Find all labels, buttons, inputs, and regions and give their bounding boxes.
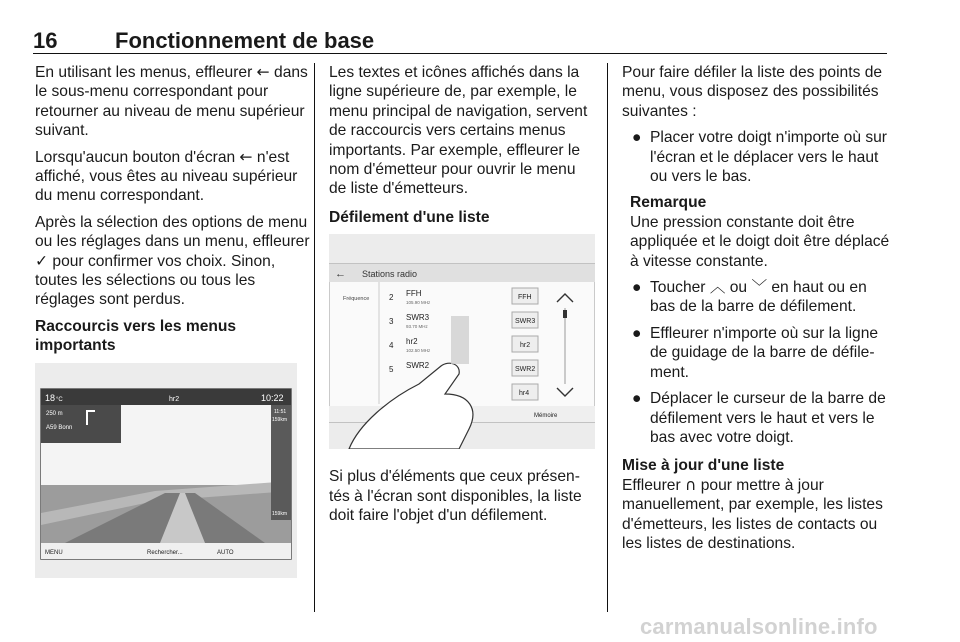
column-2 (329, 63, 595, 532)
section-heading: Défilement d'une liste (329, 208, 490, 226)
header-rule (33, 53, 887, 54)
nav-temp-unit: °C (56, 396, 63, 403)
svg-text:2: 2 (389, 293, 394, 303)
nav-search-field: Rechercher... (147, 549, 183, 556)
nav-station: hr2 (169, 395, 180, 403)
nav-turn-distance: 250 m (46, 410, 63, 417)
svg-text:4: 4 (389, 341, 394, 351)
paragraph: Pour faire défiler la liste des points de menu, vous disposez des possibilités suivantes : (622, 64, 883, 120)
svg-text:SWR3: SWR3 (406, 313, 430, 323)
paragraph: Effleurer ∩ pour mettre à jour manuellement, par exemple, les listes d'émetteurs, les listes de contacts ou les listes de destinations. (622, 475, 883, 552)
svg-text:FFH: FFH (406, 289, 422, 299)
nav-auto-button: AUTO (217, 549, 234, 556)
note-title: Remarque (630, 194, 707, 212)
navigation-screen-photo (35, 363, 297, 578)
svg-text:102.50 MHz: 102.50 MHz (406, 348, 431, 354)
list-item: ● Toucher ︿ ou ﹀ en haut ou en bas de la barre de défilement. (632, 278, 867, 316)
nav-clock: 10:22 (261, 392, 284, 403)
column-3 (622, 63, 890, 560)
radio-stations-screen-photo (329, 234, 595, 449)
watermark: carmanualsonline.info (640, 614, 878, 639)
note-text: Une pression constante doit être appliquée et le doigt doit être déplacé à vitesse constante. (630, 213, 890, 270)
nav-turn-road: A59 Bonn (46, 424, 73, 431)
nav-remaining-distance-2: 159km (272, 510, 288, 517)
svg-text:5: 5 (389, 365, 394, 375)
column-divider-2 (607, 63, 608, 612)
svg-text:hr2: hr2 (520, 342, 531, 350)
radio-screen-svg (329, 234, 595, 449)
svg-text:hr2: hr2 (406, 337, 418, 347)
scroll-thumb (563, 310, 567, 318)
nav-remaining-distance: 159km (272, 416, 288, 423)
svg-text:SWR3: SWR3 (515, 318, 536, 326)
list-item: ● Déplacer le curseur de la barre de défilement vers le haut et vers le bas avec votre doigt. (632, 390, 886, 446)
list-item: ● Effleurer n'importe où sur la ligne de guidage de la barre de défile-ment. (632, 324, 879, 381)
back-arrow-icon: ← (239, 147, 253, 166)
page-title: Fonctionnement de base (115, 28, 375, 53)
memory-tab: Mémoire (534, 413, 558, 420)
bullet-list (622, 128, 890, 186)
svg-text:3: 3 (389, 317, 394, 327)
nav-arrival-time: 11:51 (274, 408, 287, 415)
page-number: 16 (33, 28, 58, 53)
navigation-screen-svg (35, 363, 297, 578)
svg-text:SWR2: SWR2 (515, 366, 536, 374)
nav-menu-button: MENU (45, 549, 63, 556)
radio-back-icon: ← (335, 268, 346, 281)
paragraph: En utilisant les menus, effleurer ← dans le sous-menu correspondant pour retourner au niveau de menu supérieur suivant. (35, 63, 308, 140)
check-icon: ✓ (35, 251, 49, 270)
note-box (630, 193, 890, 271)
bullet-list (622, 278, 890, 447)
back-arrow-icon: ← (256, 63, 270, 81)
paragraph: Après la sélection des options de menu ou les réglages dans un menu, effleurer ✓ pour confirmer vos choix. Sinon, toutes les sélections ou tous les réglages sont perdus. (35, 213, 310, 309)
radio-screen-title: Stations radio (362, 269, 418, 280)
section-heading: Raccourcis vers les menus importants (35, 317, 237, 355)
paragraph: Si plus d'éléments que ceux présen-tés à l'écran sont disponibles, la liste doit faire l'objet d'un défilement. (329, 468, 582, 525)
column-1 (35, 63, 310, 588)
radio-sort-label: Fréquence (343, 296, 370, 303)
refresh-icon: ∩ (684, 475, 697, 494)
page-header (33, 26, 887, 54)
chevron-up-icon: ︿ (709, 278, 726, 297)
section-heading: Mise à jour d'une liste (622, 457, 785, 475)
svg-text:105.90 MHz: 105.90 MHz (406, 300, 431, 306)
chevron-down-icon: ﹀ (751, 278, 768, 297)
paragraph: Les textes et icônes affichés dans la ligne supérieure de, par exemple, le menu principal de navigation, servent de raccourcis vers certains menus importants. Par exemple, effleurer le nom d'émetteur pour ouvrir le menu de liste d'émetteurs. (329, 64, 588, 198)
svg-text:SWR2: SWR2 (406, 361, 430, 371)
nav-temperature: 18 (45, 392, 56, 403)
paragraph: Lorsqu'aucun bouton d'écran ← n'est affiché, vous êtes au niveau supérieur du menu correspondant. (35, 147, 298, 205)
svg-text:93.70 MHz: 93.70 MHz (406, 324, 428, 330)
list-item: ● Placer votre doigt n'importe où sur l'écran et le déplacer vers le haut ou vers le bas. (632, 129, 887, 186)
column-divider-1 (314, 63, 315, 612)
svg-text:FFH: FFH (518, 294, 532, 302)
preset-hr4: hr4 (519, 390, 530, 398)
